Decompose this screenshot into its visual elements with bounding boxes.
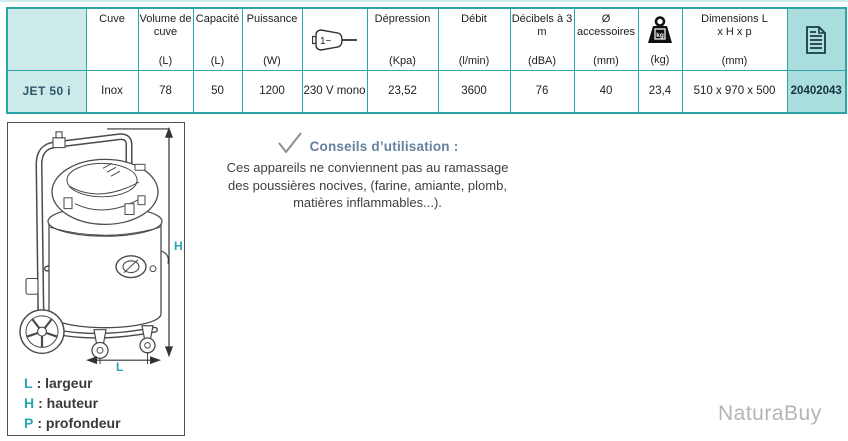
product-name-cell: JET 50 i xyxy=(7,71,86,113)
col-header-alimentation xyxy=(302,8,367,71)
corner-cell xyxy=(7,8,86,71)
tips-title: Conseils d’utilisation : xyxy=(200,139,535,154)
drum xyxy=(49,223,161,327)
document-icon xyxy=(803,25,829,55)
col-header-depression: Dépression (Kpa) xyxy=(367,8,438,71)
svg-text:kg: kg xyxy=(656,32,664,39)
table-row xyxy=(7,71,846,113)
legend-hauteur: H : hauteur xyxy=(24,395,99,411)
col-header-accessoires: Ø accessoires (mm) xyxy=(574,8,638,71)
dimension-legend xyxy=(8,371,184,433)
col-header-volume: Volume de cuve (L) xyxy=(138,8,193,71)
svg-text:1~: 1~ xyxy=(319,35,331,47)
col-header-decibels: Décibels à 3 m (dBA) xyxy=(510,8,574,71)
cell-depression: 23,52 xyxy=(367,71,438,113)
cell-poids: 23,4 xyxy=(638,71,682,113)
col-header-puissance: Puissance (W) xyxy=(242,8,302,71)
cell-dimensions: 510 x 970 x 500 xyxy=(682,71,787,113)
legend-largeur: L : largeur xyxy=(24,375,93,391)
motor-head xyxy=(52,159,158,224)
cell-debit: 3600 xyxy=(438,71,510,113)
dimension-diagram xyxy=(7,122,185,436)
cell-decibels: 76 xyxy=(510,71,574,113)
col-header-dimensions: Dimensions L x H x p (mm) xyxy=(682,8,787,71)
col-header-capacite: Capacité (L) xyxy=(193,8,242,71)
l-label: L xyxy=(115,360,123,371)
vacuum-drawing xyxy=(9,123,184,371)
cell-puissance: 1200 xyxy=(242,71,302,113)
cell-capacite: 50 xyxy=(193,71,242,113)
h-label: H xyxy=(173,239,183,253)
usage-tips xyxy=(200,139,535,212)
col-header-debit: Débit (l/min) xyxy=(438,8,510,71)
cell-reference: 20402043 xyxy=(787,71,846,113)
col-header-cuve: Cuve xyxy=(86,8,138,71)
weight-icon xyxy=(645,16,675,48)
col-header-poids: kg (kg) xyxy=(638,8,682,71)
cell-cuve: Inox xyxy=(86,71,138,113)
cell-alimentation: 230 V mono xyxy=(302,71,367,113)
col-header-reference xyxy=(787,8,846,71)
front-casters xyxy=(92,326,155,358)
legend-profondeur: P : profondeur xyxy=(24,415,121,431)
cell-volume: 78 xyxy=(138,71,193,113)
top-divider xyxy=(0,0,848,2)
tips-body: Ces appareils ne conviennent pas au ramassage des poussières nocives, (farine, amiante, plomb, matières inflammables...). xyxy=(226,160,509,211)
checkmark-icon xyxy=(277,132,303,154)
cell-accessoires: 40 xyxy=(574,71,638,113)
power-plug-icon xyxy=(312,27,358,53)
spec-table xyxy=(6,7,847,114)
rear-wheel xyxy=(20,310,64,353)
watermark: NaturaBuy xyxy=(718,402,822,425)
